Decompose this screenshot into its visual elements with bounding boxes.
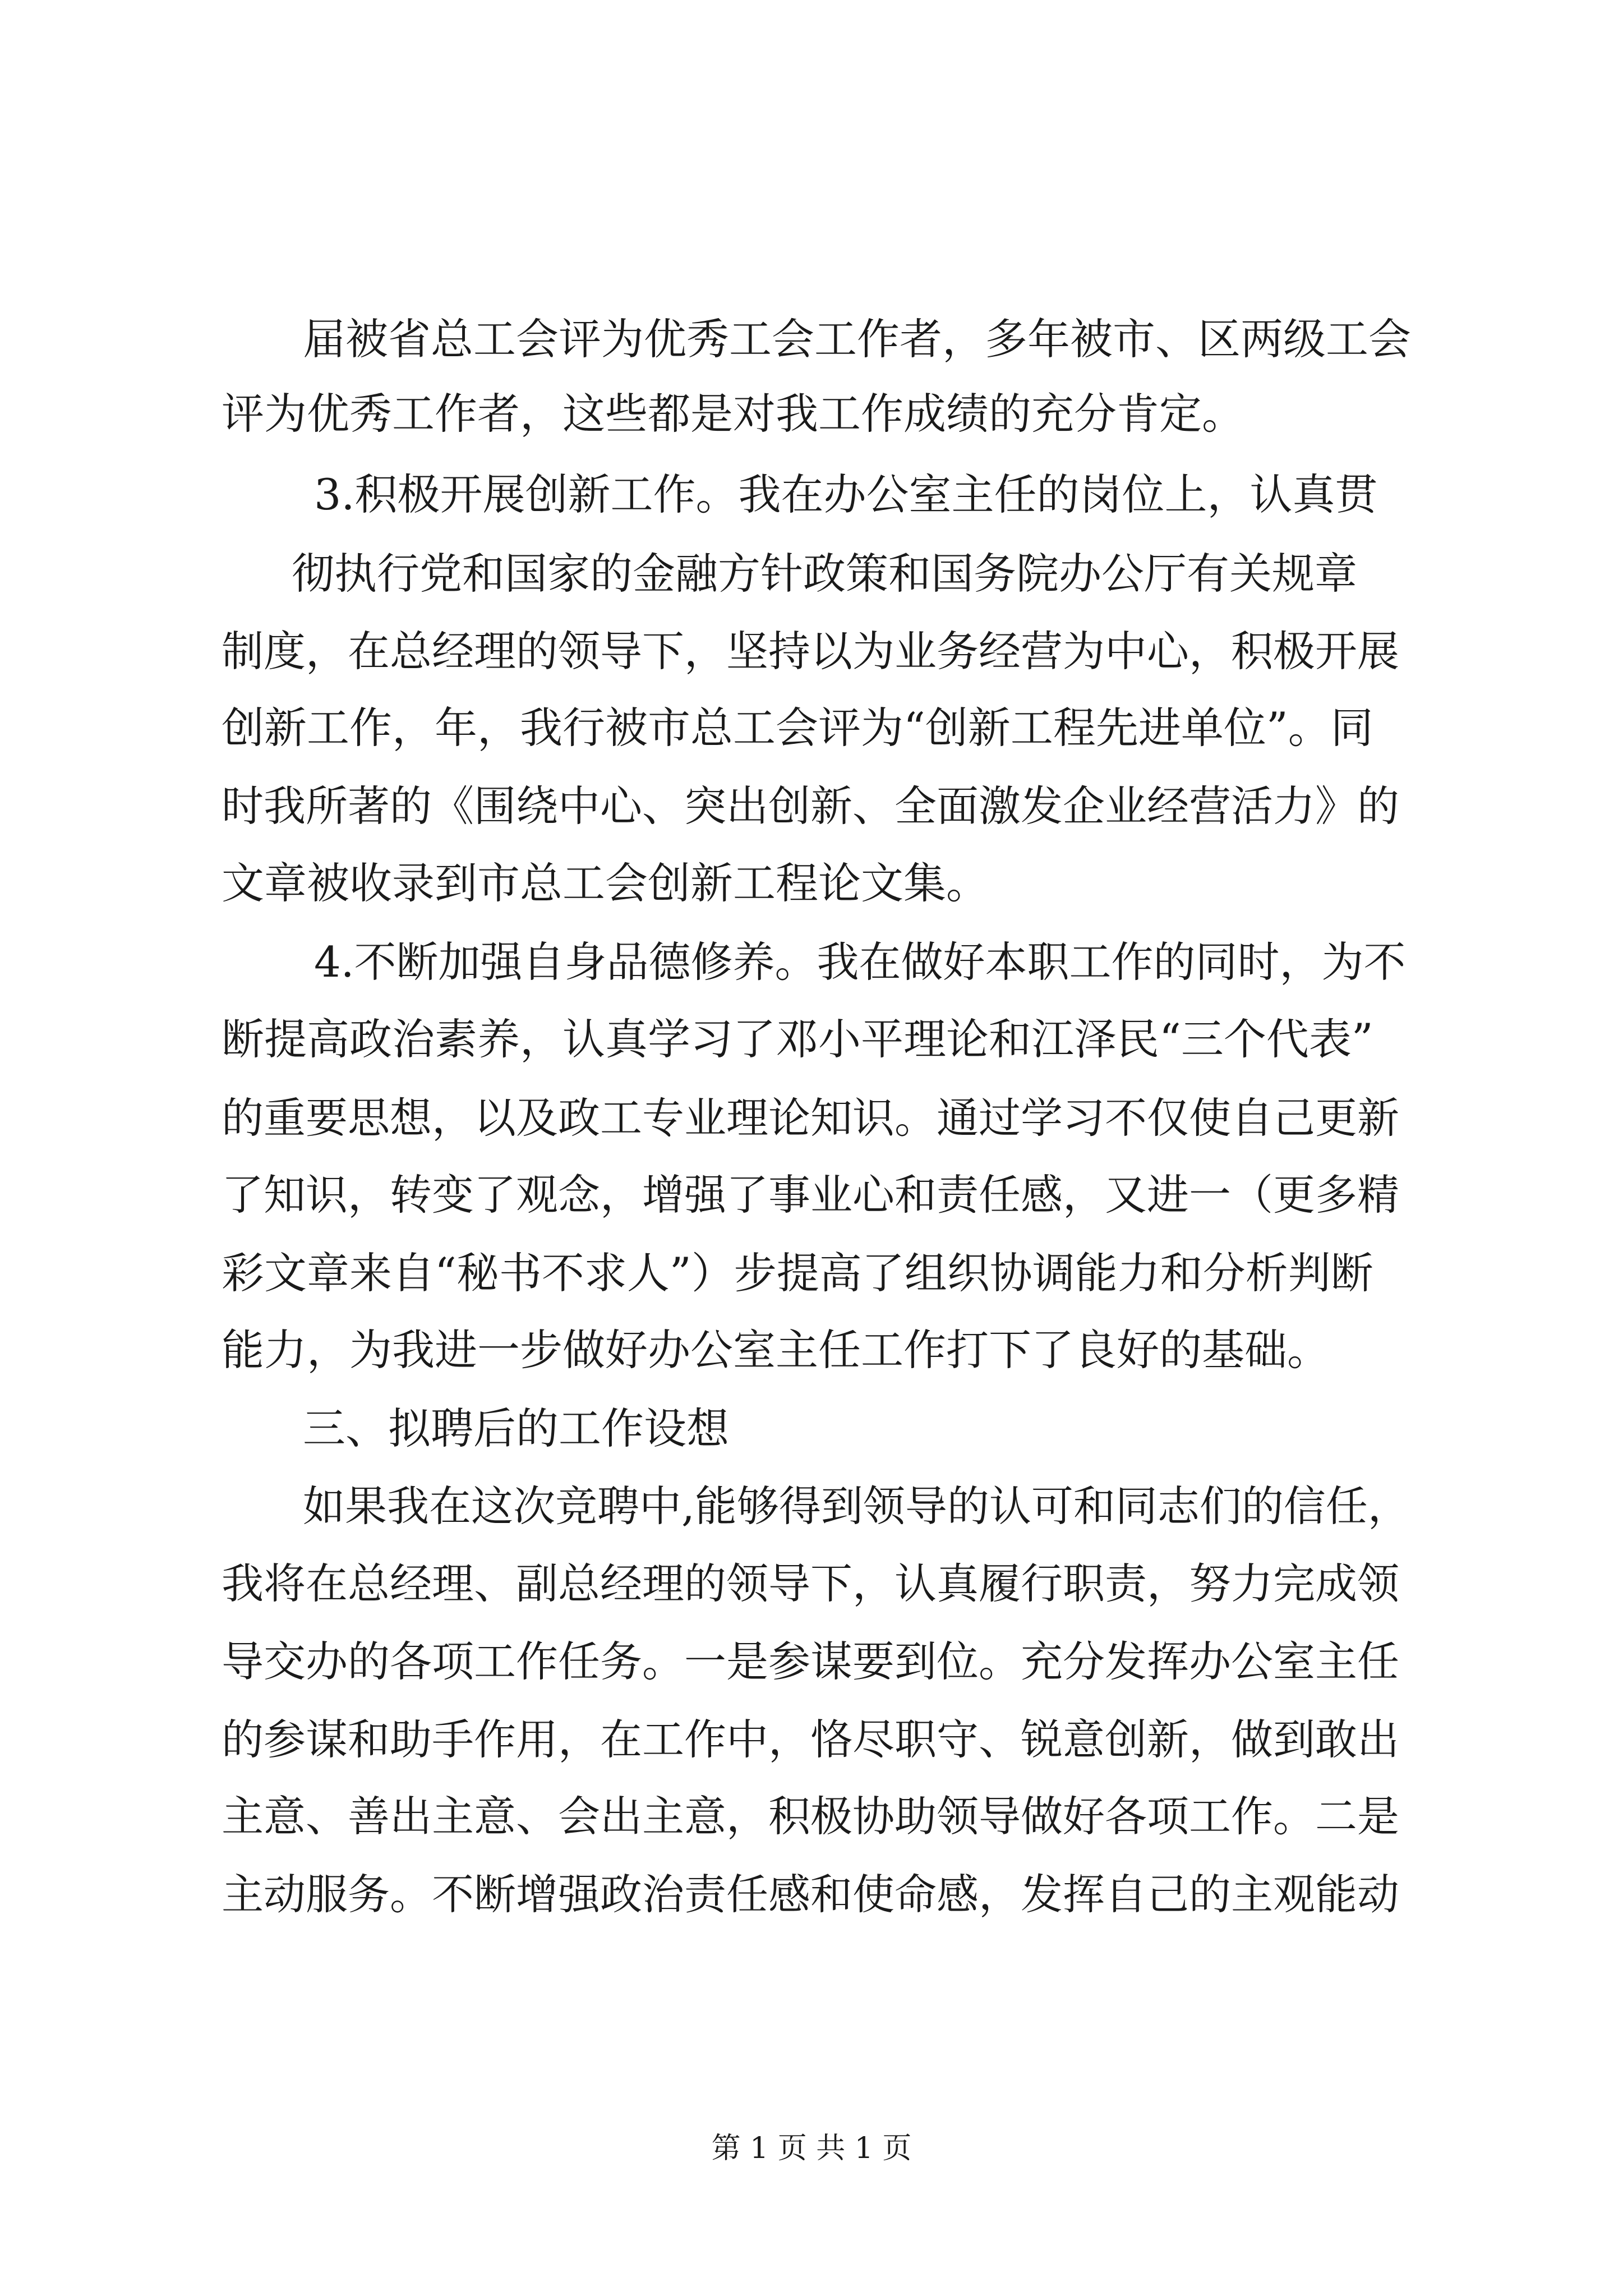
text-line: 我将在总经理、副总经理的领导下，认真履行职责，努力完成领 [222, 1559, 1400, 1608]
text-line: 断提高政治素养，认真学习了邓小平理论和江泽民“三个代表” [222, 1014, 1373, 1064]
text-line: 彩文章来自“秘书不求人”）步提高了组织协调能力和分析判断 [222, 1248, 1373, 1298]
text-line: 创新工作，年，我行被市总工会评为“创新工程先进单位”。同 [222, 703, 1373, 753]
text-line: 如果我在这次竞聘中,能够得到领导的认可和同志们的信任， [303, 1481, 1410, 1531]
section-heading: 三、拟聘后的工作设想 [303, 1404, 729, 1453]
text-line: 了知识，转变了观念，增强了事业心和责任感，又进一（更多精 [222, 1170, 1400, 1220]
text-line: 的参谋和助手作用，在工作中，恪尽职守、锐意创新，做到敢出 [222, 1715, 1400, 1764]
text-line: 时我所著的《围绕中心、突出创新、全面激发企业经营活力》的 [222, 781, 1400, 831]
text-line: 届被省总工会评为优秀工会工作者，多年被市、区两级工会 [303, 314, 1411, 364]
text-line: 导交办的各项工作任务。一是参谋要到位。充分发挥办公室主任 [222, 1637, 1400, 1686]
text-line: 3.积极开展创新工作。我在办公室主任的岗位上，认真贯 [314, 470, 1378, 519]
text-line: 能力，为我进一步做好办公室主任工作打下了良好的基础。 [222, 1325, 1330, 1375]
text-line: 评为优秀工作者，这些都是对我工作成绩的充分肯定。 [222, 389, 1244, 439]
text-line: 文章被收录到市总工会创新工程论文集。 [222, 858, 989, 908]
text-line: 主动服务。不断增强政治责任感和使命感，发挥自己的主观能动 [222, 1870, 1400, 1919]
text-line: 制度，在总经理的领导下，坚持以为业务经营为中心，积极开展 [222, 627, 1400, 676]
text-line: 主意、善出主意、会出主意，积极协助领导做好各项工作。二是 [222, 1792, 1400, 1841]
page-number-footer: 第 1 页 共 1 页 [711, 2132, 912, 2165]
text-line: 4.不断加强自身品德修养。我在做好本职工作的同时，为不 [314, 937, 1406, 987]
text-line: 的重要思想，以及政工专业理论知识。通过学习不仅使自己更新 [222, 1093, 1400, 1143]
text-line: 彻执行党和国家的金融方针政策和国务院办公厅有关规章 [292, 549, 1357, 599]
